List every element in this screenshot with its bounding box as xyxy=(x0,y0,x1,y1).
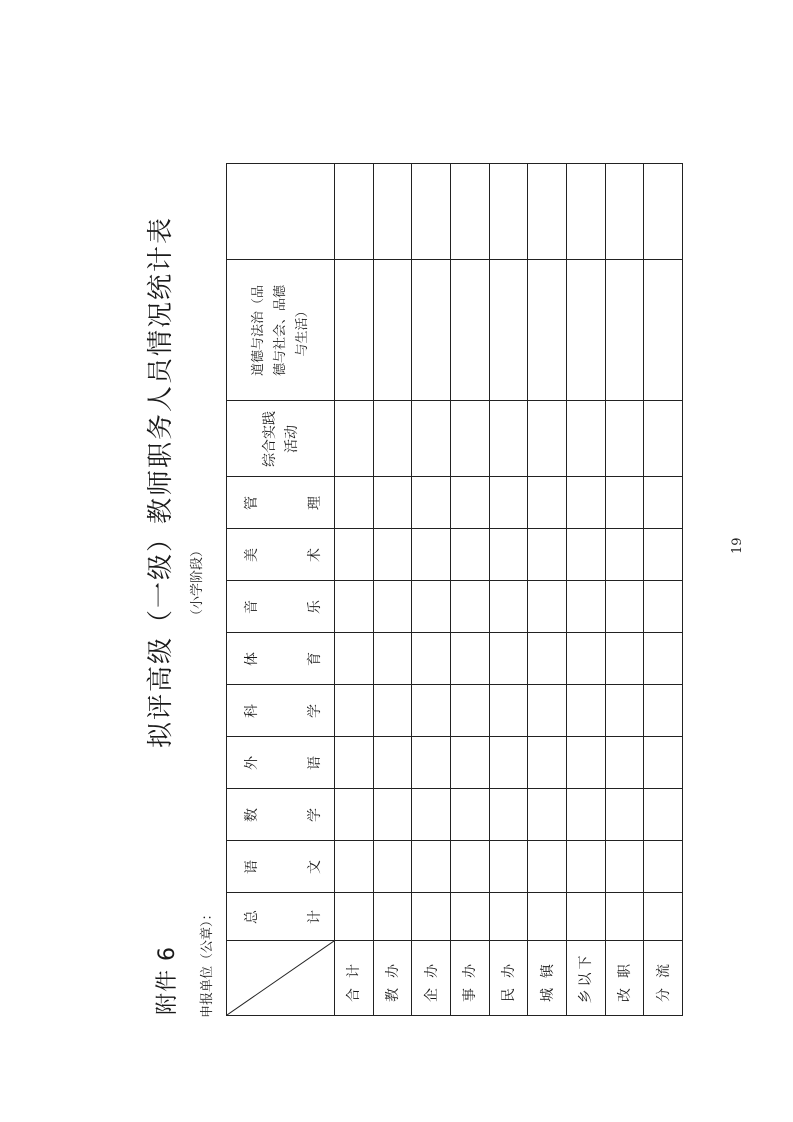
table-column-line xyxy=(227,892,682,893)
header-math-bottom: 学 xyxy=(307,808,323,822)
table-column-line xyxy=(227,580,682,581)
header-morality-law xyxy=(227,260,334,401)
header-management-bottom: 理 xyxy=(307,496,323,510)
header-math-top: 数 xyxy=(244,808,260,822)
row-label: 事办 xyxy=(462,954,479,1002)
header-pe xyxy=(227,633,334,685)
table-row-line xyxy=(605,164,606,1015)
header-total xyxy=(227,893,334,941)
header-diagonal-line xyxy=(227,941,334,1015)
row-label: 教办 xyxy=(384,954,401,1002)
row-label: 改职 xyxy=(616,954,633,1002)
header-chinese xyxy=(227,841,334,893)
header-chinese-top: 语 xyxy=(244,860,260,874)
table-row-line xyxy=(450,164,451,1015)
header-science-bottom: 学 xyxy=(307,704,323,718)
header-science xyxy=(227,685,334,737)
header-total-top: 总 xyxy=(244,910,260,924)
header-practice-activity-line1: 综合实践 xyxy=(261,411,278,467)
stage-label: （小学阶段） xyxy=(190,543,205,622)
table-column-line xyxy=(227,840,682,841)
header-music-top: 音 xyxy=(244,600,260,614)
table-column-line xyxy=(227,259,682,260)
table-row-line xyxy=(527,164,528,1015)
header-science-top: 科 xyxy=(244,704,260,718)
header-foreign-language-top: 外 xyxy=(244,756,260,770)
header-pe-top: 体 xyxy=(244,652,260,666)
header-foreign-language-bottom: 语 xyxy=(307,756,323,770)
table-column-line xyxy=(227,476,682,477)
page-number: 19 xyxy=(730,537,745,554)
table-row-line xyxy=(643,164,644,1015)
table-column-line xyxy=(227,400,682,401)
header-math xyxy=(227,789,334,841)
reporting-unit-label: 申报单位（公章）： xyxy=(200,907,215,1018)
row-label: 城镇 xyxy=(539,954,556,1002)
table-column-line xyxy=(227,788,682,789)
row-label: 合计 xyxy=(346,954,363,1002)
header-chinese-bottom: 文 xyxy=(307,860,323,874)
table-column-line xyxy=(227,528,682,529)
header-art xyxy=(227,529,334,581)
header-music-bottom: 乐 xyxy=(307,600,323,614)
table-row-line xyxy=(373,164,374,1015)
table-row-line xyxy=(411,164,412,1015)
row-label: 企办 xyxy=(423,954,440,1002)
header-morality-law-line3: 与生活） xyxy=(294,304,310,357)
table-row-line xyxy=(566,164,567,1015)
row-label: 分流 xyxy=(655,954,672,1002)
header-morality-law-line2: 德与社会、品德 xyxy=(272,285,288,377)
header-art-bottom: 术 xyxy=(307,548,323,562)
header-management xyxy=(227,477,334,529)
table-row-line xyxy=(334,164,335,1015)
header-morality-law-line1: 道德与法治（品 xyxy=(250,285,266,377)
table-column-line xyxy=(227,736,682,737)
row-label: 乡以下 xyxy=(578,952,595,1004)
header-music xyxy=(227,581,334,633)
header-art-top: 美 xyxy=(244,548,260,562)
header-foreign-language xyxy=(227,737,334,789)
row-label: 民办 xyxy=(500,954,517,1002)
statistics-table xyxy=(226,163,683,1016)
header-total-bottom: 计 xyxy=(307,910,323,924)
header-pe-bottom: 育 xyxy=(307,652,323,666)
table-row-line xyxy=(489,164,490,1015)
header-practice-activity xyxy=(227,401,334,477)
header-management-top: 管 xyxy=(244,496,260,510)
table-column-line xyxy=(227,684,682,685)
table-column-line xyxy=(227,632,682,633)
table-column-line xyxy=(227,940,682,941)
page-title: 拟评高级（一级）教师职务人员情况统计表 xyxy=(146,216,176,749)
header-practice-activity-line2: 活动 xyxy=(283,425,300,453)
attachment-label: 附件 6 xyxy=(155,946,180,1015)
